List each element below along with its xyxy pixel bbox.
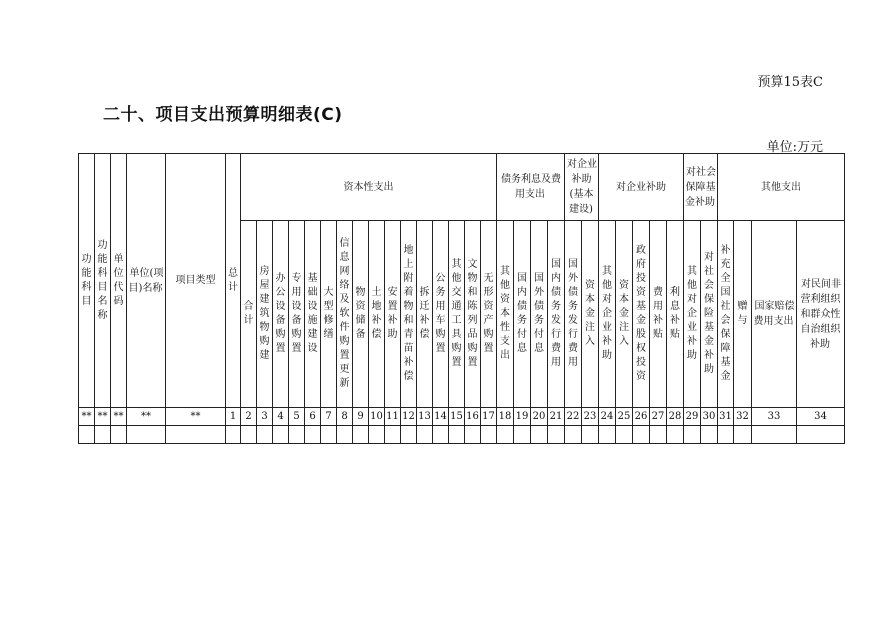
column-number-16-label: 16 [466, 410, 479, 422]
header-sub-9 [385, 221, 401, 408]
header-sub-18 [531, 221, 548, 408]
data-cell [95, 426, 111, 444]
header-sub-1-label: 房屋建筑物购建 [259, 266, 270, 361]
column-number-6-label: 6 [309, 410, 316, 422]
data-cell [616, 426, 633, 444]
header-group-3 [599, 154, 684, 221]
header-sub-29 [718, 221, 734, 408]
header-sub-25-label: 费用补贴 [653, 287, 663, 340]
form-number: 预算15表C [757, 75, 823, 90]
header-group-3-label: 对企业补助 [616, 181, 667, 193]
header-sub-24-label: 政府投资基金股权投资 [636, 245, 646, 382]
header-sub-24 [633, 221, 650, 408]
column-number-20-label: 20 [532, 410, 546, 422]
column-number-1 [226, 408, 241, 426]
column-number-27 [650, 408, 667, 426]
header-fixed-2 [111, 154, 127, 408]
column-number-18-label: 18 [498, 410, 512, 422]
column-number-24-label: 24 [600, 410, 614, 422]
marker-cell-2-label: ** [113, 410, 124, 422]
data-cell [449, 426, 465, 444]
header-sub-0-label: 合计 [243, 301, 254, 326]
data-cell [401, 426, 417, 444]
column-number-19 [514, 408, 531, 426]
header-sub-10 [401, 221, 417, 408]
column-number-28-label: 28 [668, 410, 682, 422]
data-cell [497, 426, 514, 444]
header-sub-29-label: 补充全国社会保障基金 [720, 245, 731, 382]
data-cell [531, 426, 548, 444]
data-cell [369, 426, 385, 444]
header-sub-27 [684, 221, 701, 408]
data-cell [514, 426, 531, 444]
header-sub-30-label: 赠与 [737, 301, 748, 326]
column-number-1-label: 1 [229, 410, 237, 422]
header-sub-31-label: 国家赔偿费用支出 [753, 301, 795, 327]
column-number-25 [616, 408, 633, 426]
data-cell [465, 426, 481, 444]
data-cell [111, 426, 127, 444]
column-number-19-label: 19 [515, 410, 529, 422]
data-cell [337, 426, 353, 444]
header-sub-16-label: 其他资本性支出 [500, 266, 510, 361]
header-sub-17 [514, 221, 531, 408]
header-sub-13 [449, 221, 465, 408]
column-number-27-label: 27 [651, 410, 665, 422]
header-sub-6-label: 信息网络及软件购置更新 [339, 238, 350, 389]
header-sub-26 [667, 221, 684, 408]
header-group-2 [565, 154, 599, 221]
page-title: 二十、项目支出预算明细表(C) [103, 105, 343, 125]
header-fixed-1-label: 功能科目名称 [97, 239, 108, 321]
column-number-24 [599, 408, 616, 426]
column-number-18 [497, 408, 514, 426]
header-sub-19 [548, 221, 565, 408]
column-number-10 [369, 408, 385, 426]
column-number-23 [582, 408, 599, 426]
column-number-15 [449, 408, 465, 426]
header-sub-5 [321, 221, 337, 408]
column-number-20 [531, 408, 548, 426]
header-sub-15-label: 无形资产购置 [483, 273, 494, 354]
unit-label: 单位:万元 [766, 140, 823, 155]
header-group-5-label: 其他支出 [761, 181, 802, 193]
data-row [79, 426, 845, 444]
header-sub-8 [369, 221, 385, 408]
column-number-17 [481, 408, 497, 426]
header-sub-20-label: 国外债务发行费用 [568, 259, 578, 368]
data-cell [548, 426, 565, 444]
marker-cell-0 [79, 408, 95, 426]
header-fixed-4 [166, 154, 226, 408]
marker-cell-4-label: ** [190, 410, 201, 422]
header-sub-13-label: 其他交通工具购置 [451, 259, 462, 368]
data-cell [718, 426, 734, 444]
header-fixed-5 [226, 154, 241, 408]
header-sub-19-label: 国内债务发行费用 [551, 259, 561, 368]
marker-cell-3-label: ** [141, 410, 151, 422]
header-group-0 [241, 154, 497, 221]
header-group-1 [497, 154, 565, 221]
column-number-4-label: 4 [277, 410, 284, 422]
column-number-14 [433, 408, 449, 426]
data-cell [305, 426, 321, 444]
data-cell [385, 426, 401, 444]
header-sub-2 [273, 221, 289, 408]
column-number-30-label: 30 [702, 410, 716, 422]
data-cell [433, 426, 449, 444]
marker-cell-1-label: ** [97, 410, 108, 422]
column-number-3-label: 3 [261, 410, 268, 422]
header-sub-14-label: 文物和陈列品购置 [467, 259, 478, 368]
column-number-9-label: 9 [357, 410, 364, 422]
header-group-5 [718, 154, 845, 221]
data-cell [241, 426, 257, 444]
data-cell [257, 426, 273, 444]
column-number-31 [718, 408, 734, 426]
header-sub-21 [582, 221, 599, 408]
column-number-4 [273, 408, 289, 426]
data-cell [166, 426, 226, 444]
header-group-4 [684, 154, 718, 221]
header-sub-14 [465, 221, 481, 408]
header-fixed-0 [79, 154, 95, 408]
header-fixed-0-label: 功能科目 [81, 253, 92, 307]
header-fixed-5-label: 总计 [228, 267, 238, 293]
data-cell [127, 426, 166, 444]
column-number-32-label: 32 [736, 410, 749, 422]
column-number-28 [667, 408, 684, 426]
header-sub-9-label: 安置补助 [387, 287, 398, 340]
header-sub-30 [734, 221, 752, 408]
header-fixed-3 [127, 154, 166, 408]
marker-cell-2 [111, 408, 127, 426]
header-sub-11-label: 拆迁补偿 [419, 287, 430, 340]
data-cell [79, 426, 95, 444]
column-number-22-label: 22 [566, 410, 580, 422]
header-group-row [79, 154, 845, 221]
column-number-12 [401, 408, 417, 426]
header-sub-6 [337, 221, 353, 408]
column-number-15-label: 15 [450, 410, 463, 422]
data-cell [273, 426, 289, 444]
header-sub-23 [616, 221, 633, 408]
column-number-34 [797, 408, 845, 426]
data-cell [582, 426, 599, 444]
column-number-10-label: 10 [370, 410, 383, 422]
marker-cell-3 [127, 408, 166, 426]
header-sub-11 [417, 221, 433, 408]
data-cell [289, 426, 305, 444]
data-cell [417, 426, 433, 444]
data-cell [797, 426, 845, 444]
header-sub-21-label: 资本金注入 [585, 280, 595, 347]
header-fixed-1 [95, 154, 111, 408]
header-sub-12-label: 公务用车购置 [435, 273, 446, 354]
header-sub-0 [241, 221, 257, 408]
column-number-31-label: 31 [719, 410, 732, 422]
column-number-13 [417, 408, 433, 426]
column-number-26-label: 26 [634, 410, 648, 422]
data-cell [226, 426, 241, 444]
header-group-4-label: 对社会保障基金补助 [685, 166, 717, 208]
header-sub-2-label: 办公设备购置 [275, 273, 286, 354]
column-number-29-label: 29 [685, 410, 699, 422]
marker-cell-4 [166, 408, 226, 426]
header-sub-3-label: 专用设备购置 [291, 273, 302, 354]
header-sub-7-label: 物资储备 [355, 287, 366, 340]
budget-table [78, 153, 845, 444]
data-cell [481, 426, 497, 444]
header-sub-4 [305, 221, 321, 408]
data-cell [353, 426, 369, 444]
column-number-5-label: 5 [293, 410, 300, 422]
header-sub-20 [565, 221, 582, 408]
header-sub-10-label: 地上附着物和青苗补偿 [403, 245, 414, 382]
column-number-29 [684, 408, 701, 426]
header-sub-26-label: 利息补贴 [670, 287, 681, 340]
data-cell [565, 426, 582, 444]
header-sub-12 [433, 221, 449, 408]
header-sub-28-label: 对社会保险基金补助 [704, 252, 715, 375]
column-number-14-label: 14 [434, 410, 447, 422]
marker-cell-0-label: ** [81, 410, 92, 422]
header-sub-15 [481, 221, 497, 408]
header-group-0-label: 资本性支出 [343, 181, 394, 193]
column-number-33 [752, 408, 797, 426]
header-sub-23-label: 资本金注入 [619, 280, 629, 347]
data-cell [633, 426, 650, 444]
header-sub-8-label: 土地补偿 [371, 287, 382, 340]
marker-cell-1 [95, 408, 111, 426]
header-sub-28 [701, 221, 718, 408]
header-sub-1 [257, 221, 273, 408]
header-sub-31 [752, 221, 797, 408]
data-cell [321, 426, 337, 444]
column-number-21-label: 21 [549, 410, 563, 422]
column-number-6 [305, 408, 321, 426]
data-cell [701, 426, 718, 444]
column-number-22 [565, 408, 582, 426]
data-cell [752, 426, 797, 444]
header-fixed-4-label: 项目类型 [175, 275, 216, 286]
column-number-11-label: 11 [386, 410, 399, 422]
header-sub-25 [650, 221, 667, 408]
column-number-13-label: 13 [418, 410, 431, 422]
header-fixed-2-label: 单位代码 [113, 253, 124, 307]
data-cell [650, 426, 667, 444]
column-number-26 [633, 408, 650, 426]
header-sub-5-label: 大型修缮 [323, 287, 334, 340]
header-sub-4-label: 基础设施建设 [307, 273, 318, 354]
column-number-17-label: 17 [482, 410, 495, 422]
header-sub-27-label: 其他对企业补助 [687, 266, 698, 361]
column-number-30 [701, 408, 718, 426]
column-number-3 [257, 408, 273, 426]
header-sub-22 [599, 221, 616, 408]
column-number-2 [241, 408, 257, 426]
header-sub-32-label: 对民间非营利组织和群众性自治组织补助 [800, 278, 842, 350]
header-sub-3 [289, 221, 305, 408]
column-number-33-label: 33 [767, 410, 781, 422]
column-number-8-label: 8 [341, 410, 348, 422]
column-number-32 [734, 408, 752, 426]
header-sub-18-label: 国外债务付息 [534, 273, 544, 354]
data-cell [667, 426, 684, 444]
column-number-9 [353, 408, 369, 426]
header-sub-16 [497, 221, 514, 408]
header-group-2-label: 对企业补助(基本建设) [567, 159, 597, 215]
column-number-25-label: 25 [617, 410, 631, 422]
column-number-12-label: 12 [402, 410, 415, 422]
column-number-5 [289, 408, 305, 426]
header-sub-32 [797, 221, 845, 408]
column-number-11 [385, 408, 401, 426]
column-number-34-label: 34 [814, 410, 827, 422]
column-number-16 [465, 408, 481, 426]
column-number-2-label: 2 [245, 410, 252, 422]
data-cell [684, 426, 701, 444]
column-number-7-label: 7 [325, 410, 332, 422]
data-cell [599, 426, 616, 444]
column-number-23-label: 23 [583, 410, 597, 422]
data-cell [734, 426, 752, 444]
header-sub-17-label: 国内债务付息 [517, 273, 527, 354]
header-group-1-label: 债务利息及费用支出 [501, 174, 561, 200]
header-sub-22-label: 其他对企业补助 [602, 266, 612, 361]
column-number-21 [548, 408, 565, 426]
column-number-8 [337, 408, 353, 426]
column-number-7 [321, 408, 337, 426]
header-fixed-3-label: 单位(项目)名称 [128, 267, 164, 294]
column-number-row [79, 408, 845, 426]
header-sub-7 [353, 221, 369, 408]
